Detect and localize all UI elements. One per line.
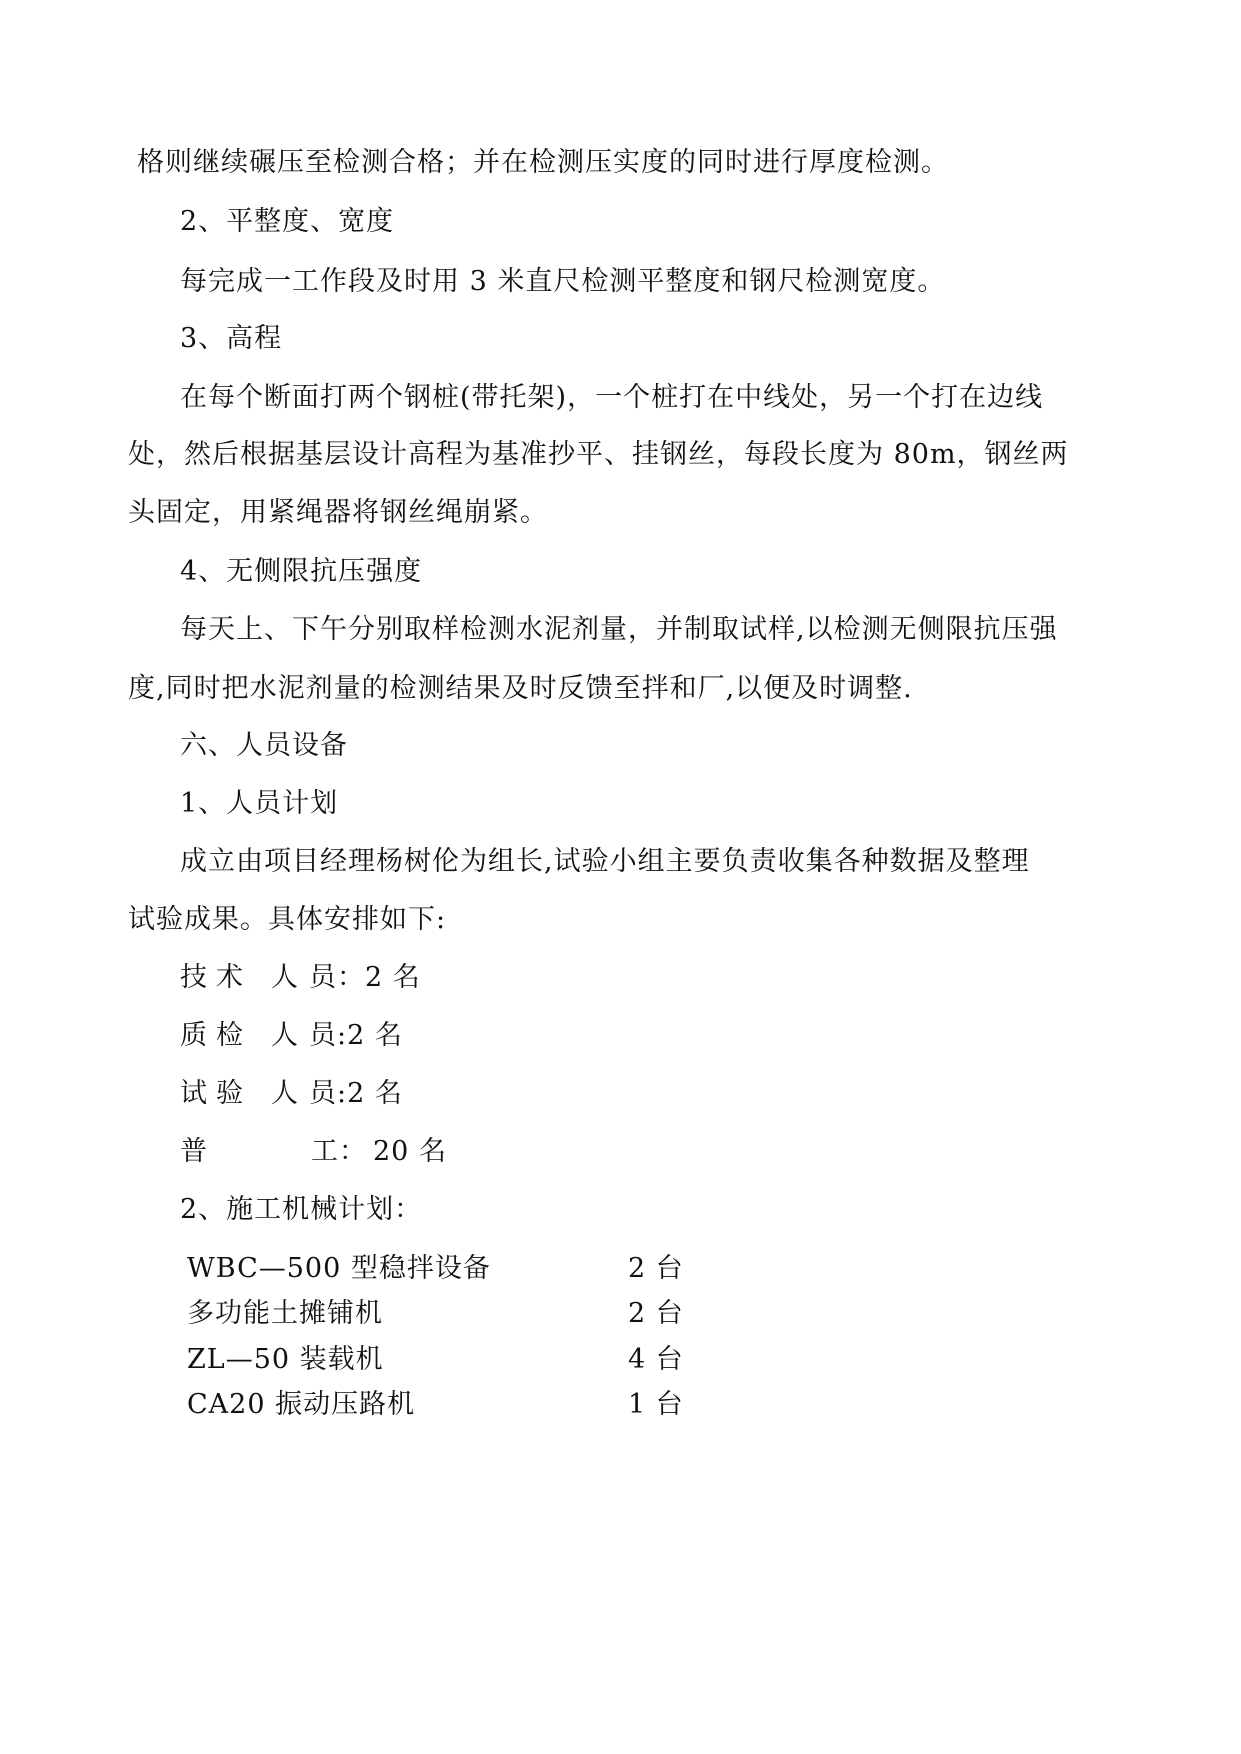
equipment-quantity: 4 台 bbox=[628, 1344, 684, 1375]
equipment-quantity: 2 台 bbox=[628, 1298, 684, 1329]
equipment-quantity: 1 台 bbox=[628, 1389, 684, 1420]
staff-role-char: 验 bbox=[216, 1078, 244, 1109]
staff-role-char: 试 bbox=[180, 1078, 208, 1109]
staff-row bbox=[180, 1019, 403, 1053]
staff-row bbox=[180, 961, 421, 995]
staff-role-char: 质 bbox=[180, 1020, 208, 1051]
staff-row bbox=[180, 1077, 403, 1111]
equipment-name: ZL—50 装载机 bbox=[187, 1344, 384, 1375]
equipment-name: 多功能土摊铺机 bbox=[187, 1298, 383, 1329]
equipment-quantity: 2 台 bbox=[628, 1253, 684, 1284]
staff-role-char: 人 bbox=[271, 1020, 299, 1051]
section-heading: 4、无侧限抗压强度 bbox=[180, 556, 423, 587]
section-heading: 3、高程 bbox=[180, 323, 283, 354]
staff-count: 员：2 名 bbox=[309, 962, 421, 993]
paragraph-line: 成立由项目经理杨树伦为组长,试验小组主要负责收集各种数据及整理 bbox=[180, 846, 1030, 877]
paragraph-line: 处，然后根据基层设计高程为基准抄平、挂钢丝，每段长度为 80m，钢丝两 bbox=[128, 439, 1069, 470]
staff-role-char: 技 bbox=[180, 962, 208, 993]
staff-row bbox=[180, 1135, 447, 1169]
section-heading: 1、人员计划 bbox=[180, 788, 339, 819]
paragraph-line: 度,同时把水泥剂量的检测结果及时反馈至拌和厂,以便及时调整. bbox=[128, 673, 913, 704]
staff-role-char: 人 bbox=[271, 1078, 299, 1109]
staff-count: 员:2 名 bbox=[309, 1078, 403, 1109]
chapter-heading: 六、人员设备 bbox=[180, 730, 348, 761]
equipment-name: WBC—500 型稳拌设备 bbox=[187, 1253, 491, 1284]
paragraph-line: 每天上、下午分别取样检测水泥剂量，并制取试样,以检测无侧限抗压强 bbox=[180, 614, 1058, 645]
staff-role-char: 人 bbox=[271, 962, 299, 993]
paragraph-line: 试验成果。具体安排如下: bbox=[128, 904, 447, 935]
staff-role-char: 检 bbox=[216, 1020, 244, 1051]
staff-count: 20 名 bbox=[373, 1136, 447, 1167]
equipment-name: CA20 振动压路机 bbox=[187, 1389, 416, 1420]
staff-role-char: 普 bbox=[180, 1136, 208, 1167]
staff-role-char: 工： bbox=[311, 1136, 367, 1167]
paragraph-line: 格则继续碾压至检测合格；并在检测压实度的同时进行厚度检测。 bbox=[137, 147, 949, 178]
section-heading: 2、平整度、宽度 bbox=[180, 206, 395, 237]
paragraph-line: 在每个断面打两个钢桩(带托架)，一个桩打在中线处，另一个打在边线 bbox=[180, 382, 1044, 413]
staff-count: 员:2 名 bbox=[309, 1020, 403, 1051]
paragraph-line: 头固定，用紧绳器将钢丝绳崩紧。 bbox=[128, 497, 548, 528]
section-heading: 2、施工机械计划： bbox=[180, 1194, 423, 1225]
paragraph-line: 每完成一工作段及时用 3 米直尺检测平整度和钢尺检测宽度。 bbox=[180, 266, 946, 297]
staff-role-char: 术 bbox=[216, 962, 244, 993]
